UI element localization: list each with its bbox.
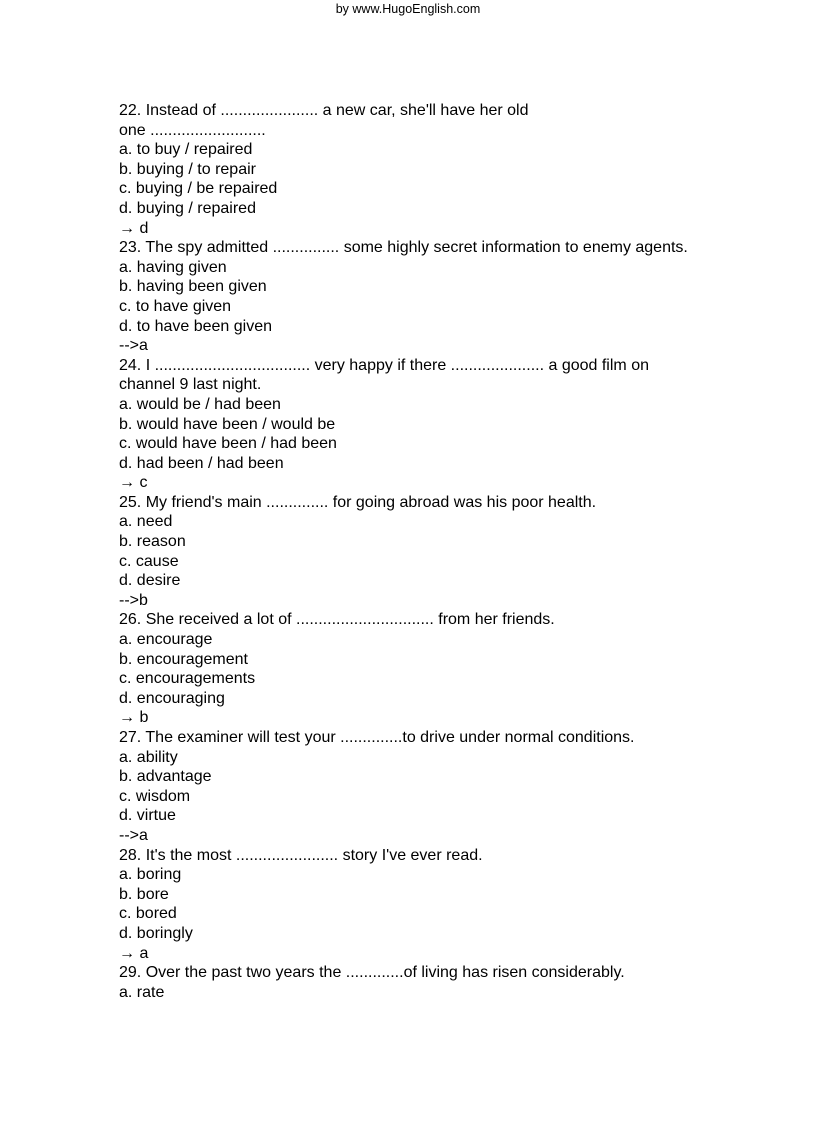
q26-option-d: d. encouraging bbox=[119, 689, 225, 707]
q28-question: 28. It's the most ....................... story I've ever read. bbox=[119, 846, 483, 864]
q24-option-b: b. would have been / would be bbox=[119, 415, 336, 433]
q23-option-c: c. to have given bbox=[119, 297, 232, 315]
q27-option-c: c. wisdom bbox=[119, 787, 191, 805]
q22-option-b: b. buying / to repair bbox=[119, 160, 256, 178]
q22-question-line2: one .......................... bbox=[119, 121, 266, 139]
q23-option-d: d. to have been given bbox=[119, 317, 273, 335]
q23-option-a: a. having given bbox=[119, 258, 227, 276]
q22-answer: → d bbox=[119, 219, 149, 237]
q27-option-a: a. ability bbox=[119, 748, 178, 766]
q29-question: 29. Over the past two years the .............of living has risen considerably. bbox=[119, 964, 625, 982]
q23-option-b: b. having been given bbox=[119, 278, 267, 296]
q28-option-b: b. bore bbox=[119, 885, 169, 903]
q28-option-d: d. boringly bbox=[119, 924, 193, 942]
q26-question: 26. She received a lot of ............................... from her friends. bbox=[119, 611, 555, 629]
q27-answer: -->a bbox=[119, 826, 148, 844]
q24-option-d: d. had been / had been bbox=[119, 454, 284, 472]
q25-option-b: b. reason bbox=[119, 533, 186, 551]
q23-answer: -->a bbox=[119, 337, 148, 355]
q27-question: 27. The examiner will test your ..............to drive under normal conditions. bbox=[119, 729, 635, 746]
q22-question-line1: 22. Instead of ...................... a new car, she'll have her old bbox=[119, 102, 529, 119]
q27-option-b: b. advantage bbox=[119, 768, 212, 786]
q25-question: 25. My friend's main .............. for going abroad was his poor health. bbox=[119, 493, 597, 511]
q26-option-b: b. encouragement bbox=[119, 650, 248, 668]
document-body bbox=[119, 101, 759, 1002]
q28-answer: → a bbox=[119, 944, 149, 962]
q24-option-c: c. would have been / had been bbox=[119, 435, 337, 453]
q26-option-c: c. encouragements bbox=[119, 670, 256, 688]
q23-question: 23. The spy admitted ............... some highly secret information to enemy agents. bbox=[119, 239, 688, 257]
q24-question-line1: 24. I ................................... very happy if there ..................... a good film on bbox=[119, 356, 649, 374]
q28-option-a: a. boring bbox=[119, 866, 182, 884]
q22-option-a: a. to buy / repaired bbox=[119, 141, 253, 159]
q26-option-a: a. encourage bbox=[119, 631, 213, 649]
q25-option-a: a. need bbox=[119, 513, 173, 531]
q29-option-a: a. rate bbox=[119, 983, 165, 1001]
q26-answer: → b bbox=[119, 709, 149, 727]
q25-answer: -->b bbox=[119, 591, 148, 609]
q25-option-c: c. cause bbox=[119, 552, 179, 570]
page-header: by www.HugoEnglish.com bbox=[335, 2, 481, 16]
q28-option-c: c. bored bbox=[119, 905, 177, 923]
q24-option-a: a. would be / had been bbox=[119, 395, 281, 413]
q22-option-d: d. buying / repaired bbox=[119, 199, 256, 217]
q25-option-d: d. desire bbox=[119, 572, 181, 590]
q24-answer: → c bbox=[119, 474, 148, 492]
q22-option-c: c. buying / be repaired bbox=[119, 180, 278, 198]
q24-question-line2: channel 9 last night. bbox=[119, 376, 262, 394]
q27-option-d: d. virtue bbox=[119, 807, 176, 825]
